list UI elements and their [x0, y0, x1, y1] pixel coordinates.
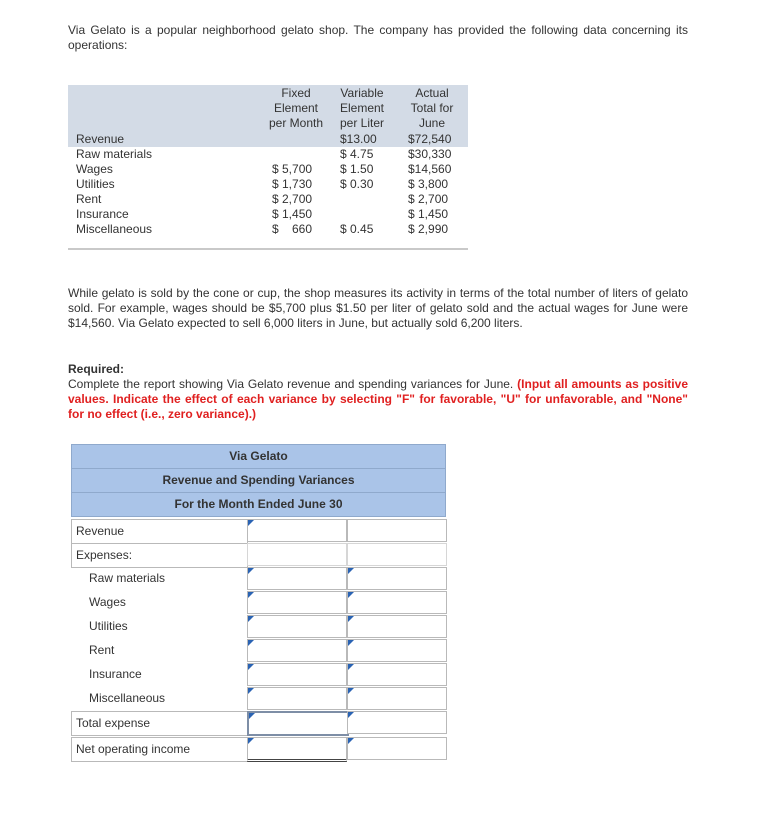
report-row-net-income [71, 737, 446, 761]
table-cell-label: Revenue [76, 132, 125, 146]
table-cell-actual: $72,540 [408, 132, 452, 146]
report-row-expenses [71, 543, 446, 567]
utilities-effect-select[interactable] [347, 615, 447, 638]
insurance-variance-input[interactable] [248, 664, 346, 685]
report-label-revenue: Revenue [71, 519, 248, 544]
report-label-misc: Miscellaneous [89, 691, 166, 705]
report-label-net: Net operating income [71, 737, 248, 762]
rent-variance-input[interactable] [248, 640, 346, 661]
required-text: Complete the report showing Via Gelato revenue and spending variances for June. [68, 377, 514, 391]
table-cell-variable: $ 0.45 [340, 222, 374, 236]
dropdown-marker-icon [248, 738, 254, 744]
raw-variance-input[interactable] [248, 568, 346, 589]
revenue-variance-amount[interactable] [247, 519, 347, 542]
table-cell-fixed: $ 5,700 [272, 162, 313, 176]
dropdown-marker-icon [248, 664, 254, 670]
dropdown-marker-icon [248, 640, 254, 646]
dropdown-marker-icon [348, 616, 354, 622]
wages-variance-input[interactable] [248, 592, 346, 613]
rent-effect-select[interactable] [347, 639, 447, 662]
total-expense-effect-select[interactable] [347, 711, 447, 734]
misc-effect-select[interactable] [347, 687, 447, 710]
report-title: Revenue and Spending Variances [71, 469, 446, 493]
description-text: While gelato is sold by the cone or cup, the shop measures its activity in terms of the total number of liters of gelato sold. For example, wages should be $5,700 plus $1.50 per liter of gelato sold and the actual wages for June were $14,560. Via Gelato expected to sell 6,000 liters in June, but actually sold 6,200 liters. [68, 286, 688, 330]
table-row [68, 192, 468, 207]
header-variable: Variable Element per Liter [339, 86, 385, 130]
report-label-wages: Wages [89, 595, 126, 609]
table-cell-actual: $ 2,700 [408, 192, 449, 206]
table-cell-actual: $ 1,450 [408, 207, 449, 221]
required-section [68, 362, 688, 422]
total-expense-amount[interactable] [247, 711, 349, 736]
net-income-amount[interactable] [247, 737, 347, 762]
table-row [68, 207, 468, 222]
report-row-raw-materials [71, 567, 446, 591]
header-fixed: Fixed Element per Month [268, 86, 324, 130]
report-row-revenue [71, 519, 446, 543]
table-cell-label: Wages [76, 162, 113, 176]
report-label-raw: Raw materials [89, 571, 166, 585]
dropdown-marker-icon [348, 688, 354, 694]
dropdown-marker-icon [348, 592, 354, 598]
report-label-utilities: Utilities [89, 619, 128, 633]
report-row-total-expense [71, 711, 446, 735]
revenue-effect-select[interactable] [347, 519, 447, 542]
dropdown-marker-icon [248, 568, 254, 574]
header-actual: Actual Total for June [410, 86, 454, 130]
utilities-variance-amount[interactable] [247, 615, 347, 638]
report-label-total: Total expense [71, 711, 248, 736]
table-cell-actual: $30,330 [408, 147, 452, 161]
report-row-utilities [71, 615, 446, 639]
report-label-insurance: Insurance [89, 667, 142, 681]
report-row-insurance [71, 663, 446, 687]
report-company: Via Gelato [71, 444, 446, 469]
dropdown-marker-icon [348, 664, 354, 670]
dropdown-marker-icon [249, 713, 255, 719]
table-row [68, 177, 468, 192]
table-cell-actual: $14,560 [408, 162, 452, 176]
table-row [68, 147, 468, 162]
raw-effect-select[interactable] [347, 567, 447, 590]
intro-text: Via Gelato is a popular neighborhood gelato shop. The company has provided the following data concerning its operations: [68, 23, 688, 52]
table-cell-actual: $ 3,800 [408, 177, 449, 191]
table-cell-variable: $ 0.30 [340, 177, 374, 191]
dropdown-marker-icon [248, 688, 254, 694]
utilities-variance-input[interactable] [248, 616, 346, 637]
dropdown-marker-icon [248, 592, 254, 598]
net-income-input[interactable] [248, 738, 346, 759]
table-row [68, 132, 468, 147]
dropdown-marker-icon [348, 568, 354, 574]
table-cell-fixed: $ 660 [272, 222, 313, 236]
report-row-miscellaneous [71, 687, 446, 711]
report-label-expenses: Expenses: [71, 543, 248, 568]
table-cell-variable: $ 1.50 [340, 162, 374, 176]
expenses-blank-cell [247, 543, 347, 566]
misc-variance-amount[interactable] [247, 687, 347, 710]
cost-data-table [68, 85, 468, 250]
report-period: For the Month Ended June 30 [71, 493, 446, 517]
table-cell-fixed: $ 1,450 [272, 207, 313, 221]
table-cell-actual: $ 2,990 [408, 222, 449, 236]
total-expense-input[interactable] [249, 713, 347, 734]
table-cell-variable: $13.00 [340, 132, 377, 146]
dropdown-marker-icon [348, 640, 354, 646]
raw-variance-amount[interactable] [247, 567, 347, 590]
table-cell-fixed: $ 1,730 [272, 177, 313, 191]
report-row-rent [71, 639, 446, 663]
table-cell-label: Rent [76, 192, 102, 206]
misc-variance-input[interactable] [248, 688, 346, 709]
rent-variance-amount[interactable] [247, 639, 347, 662]
dropdown-marker-icon [348, 712, 354, 718]
report-label-rent: Rent [89, 643, 115, 657]
table-cell-fixed: $ 2,700 [272, 192, 313, 206]
dropdown-marker-icon [248, 520, 254, 526]
dropdown-marker-icon [248, 616, 254, 622]
revenue-variance-input[interactable] [248, 520, 346, 541]
table-cell-label: Miscellaneous [76, 222, 153, 236]
insurance-effect-select[interactable] [347, 663, 447, 686]
net-income-effect-select[interactable] [347, 737, 447, 760]
table-cell-variable: $ 4.75 [340, 147, 374, 161]
table-cell-label: Insurance [76, 207, 129, 221]
variance-report [71, 444, 446, 756]
table-row [68, 162, 468, 177]
report-row-wages [71, 591, 446, 615]
expenses-blank-cell-2 [347, 543, 447, 566]
table-row [68, 222, 468, 237]
required-title: Required: [68, 362, 125, 376]
insurance-variance-amount[interactable] [247, 663, 347, 686]
dropdown-marker-icon [348, 738, 354, 744]
table-cell-label: Raw materials [76, 147, 153, 161]
instruction-note: (Input all amounts as positive values. Indicate the effect of each variance by selecting "F" for favorable, "U" for unfavorable, and "None" for no effect (i.e., zero variance).) [68, 377, 688, 421]
table-cell-label: Utilities [76, 177, 115, 191]
wages-variance-amount[interactable] [247, 591, 347, 614]
wages-effect-select[interactable] [347, 591, 447, 614]
